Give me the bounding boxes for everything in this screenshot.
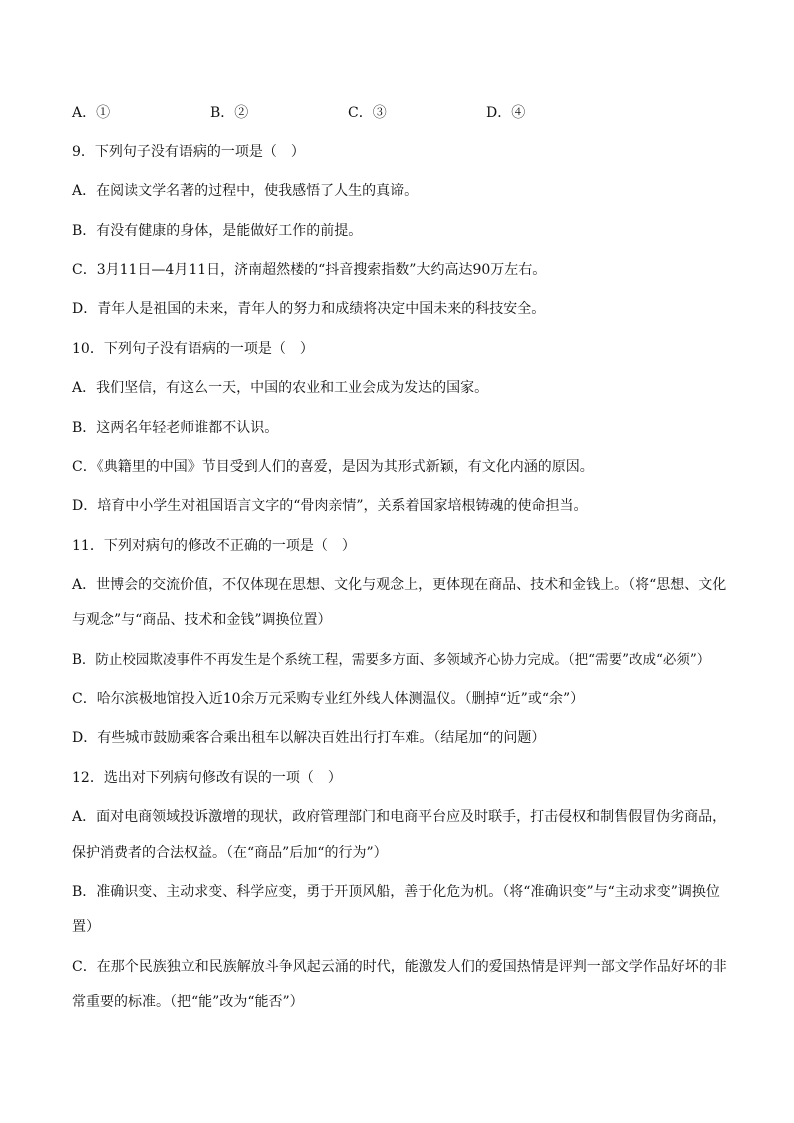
- q9-option-a: A．在阅读文学名著的过程中，使我感悟了人生的真谛。: [72, 183, 419, 199]
- q12-option-b-line1: B．准确识变、主动求变、科学应变，勇于开顶风船，善于化危为机。（将“准确识变”与“主动求变”调换位: [72, 884, 720, 900]
- q9-option-b: B．有没有健康的身体，是能做好工作的前提。: [72, 223, 363, 239]
- q10-stem: 10．下列句子没有语病的一项是（ ）: [72, 341, 314, 357]
- q12-option-b-line2: 置）: [72, 919, 100, 935]
- q12-option-a-line2: 保护消费者的合法权益。（在“商品”后加“的行为”）: [72, 845, 388, 861]
- q9-option-d: D．青年人是祖国的未来，青年人的努力和成绩将决定中国未来的科技安全。: [72, 301, 546, 317]
- q11-option-c: C．哈尔滨极地馆投入近10余万元采购专业红外线人体测温仪。（删掉“近”或“余”）: [72, 691, 585, 707]
- q8-option-a: A．①: [72, 105, 111, 121]
- q8-option-b: B．②: [210, 105, 249, 121]
- q11-option-a-line1: A．世博会的交流价值，不仅体现在思想、文化与观念上，更体现在商品、技术和金钱上。（将“思想、文化: [72, 577, 727, 593]
- q9-option-c: C．3月11日—4月11日，济南超然楼的“抖音搜索指数”大约高达90万左右。: [72, 262, 547, 278]
- q12-option-c-line2: 常重要的标准。（把“能”改为“能否”）: [72, 994, 304, 1010]
- q11-option-d: D．有些城市鼓励乘客合乘出租车以解决百姓出行打车难。（结尾加“的问题）: [72, 730, 546, 746]
- q11-option-a-line2: 与观念”与“商品、技术和金钱”调换位置）: [72, 612, 332, 628]
- q10-option-b: B．这两名年轻老师谁都不认识。: [72, 420, 279, 436]
- q12-option-c-line1: C．在那个民族独立和民族解放斗争风起云涌的时代，能激发人们的爱国热情是评判一部文学作品好坏的非: [72, 959, 727, 975]
- q11-option-b: B．防止校园欺凌事件不再发生是个系统工程，需要多方面、多领域齐心协力完成。（把“需要”改成“必须”）: [72, 652, 711, 668]
- q10-option-a: A．我们坚信，有这么一天，中国的农业和工业会成为发达的国家。: [72, 380, 489, 396]
- q9-stem: 9．下列句子没有语病的一项是（ ）: [72, 144, 305, 160]
- q8-option-d: D．④: [486, 105, 526, 121]
- q11-stem: 11．下列对病句的修改不正确的一项是（ ）: [72, 538, 356, 554]
- q10-option-d: D．培育中小学生对祖国语言文字的“骨肉亲情”，关系着国家培根铸魂的使命担当。: [72, 498, 588, 514]
- q12-stem: 12．选出对下列病句修改有误的一项（ ）: [72, 770, 342, 786]
- q10-option-c: C．《典籍里的中国》节目受到人们的喜爱，是因为其形式新颖，有文化内涵的原因。: [72, 459, 594, 475]
- q8-option-c: C．③: [348, 105, 387, 121]
- q12-option-a-line1: A．面对电商领域投诉激增的现状，政府管理部门和电商平台应及时联手，打击侵权和制售假冒伪劣商品，: [72, 809, 727, 825]
